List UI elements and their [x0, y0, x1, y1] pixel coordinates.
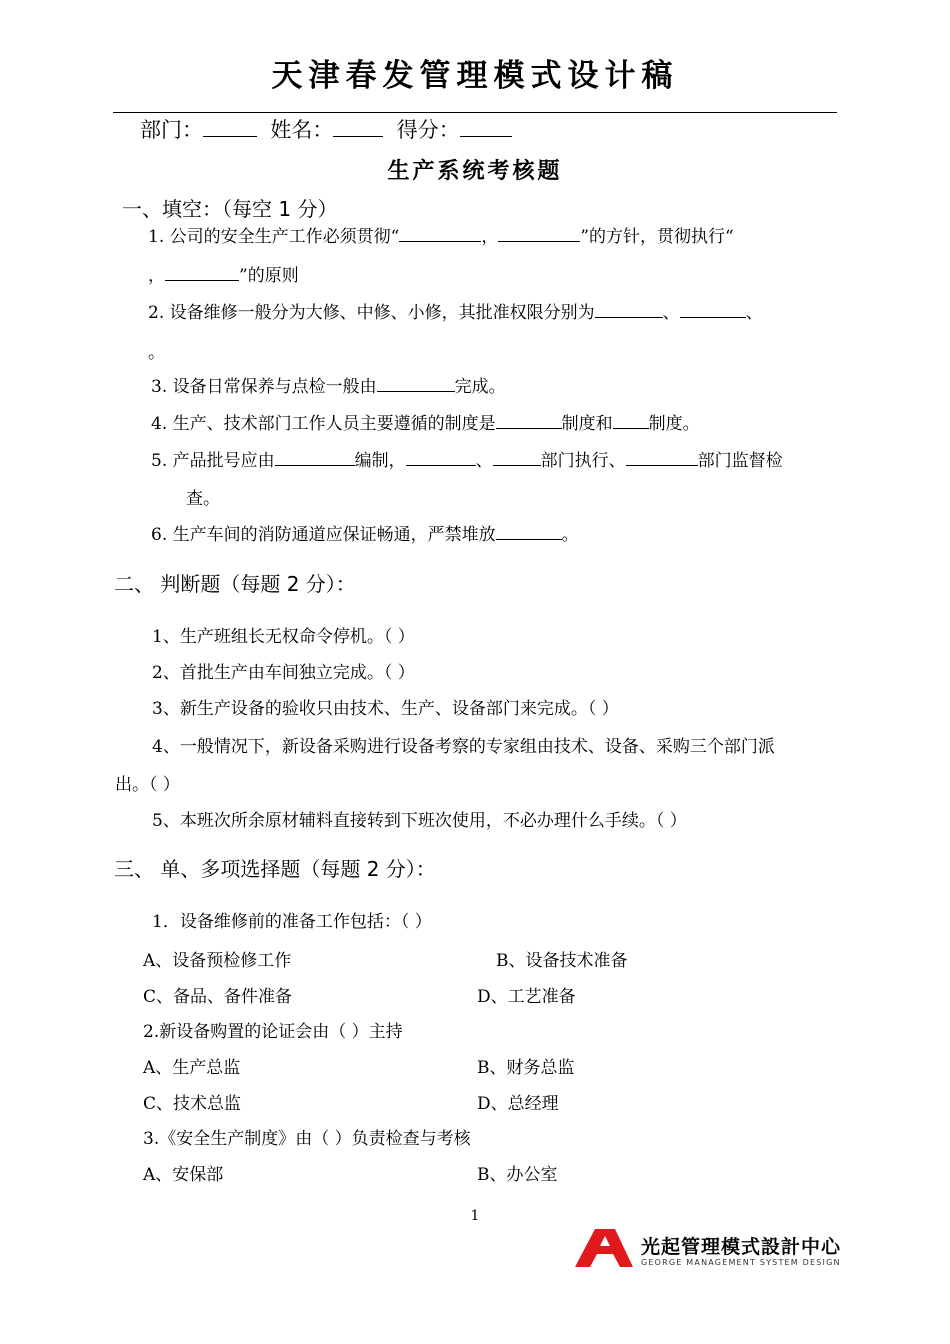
choice-q1-option-d: D、工艺准备: [477, 987, 576, 1007]
blank[interactable]: [275, 450, 355, 466]
blank[interactable]: [626, 450, 698, 466]
blank[interactable]: [498, 226, 580, 242]
choice-q2-option-d: D、总经理: [477, 1094, 559, 1114]
judge-item-4: 4、一般情况下，新设备采购进行设备考察的专家组由技术、设备、采购三个部门派: [152, 737, 775, 757]
dept-blank[interactable]: [203, 116, 257, 137]
blank[interactable]: [406, 450, 476, 466]
header-fields: [140, 114, 512, 144]
choice-q2-option-a: A、生产总监: [143, 1058, 241, 1078]
fill-q1-line1: 1. 公司的安全生产工作必须贯彻“ ， ”的方针，贯彻执行“: [148, 227, 734, 247]
section1-heading: 一、填空：（每空 1 分）: [122, 197, 338, 221]
blank[interactable]: [496, 413, 562, 429]
fill-q5-line1: 5. 产品批号应由 编制， 、 部门执行、 部门监督检: [151, 451, 783, 471]
fill-q4: 4. 生产、技术部门工作人员主要遵循的制度是 制度和 制度。: [151, 414, 700, 434]
name-blank[interactable]: [333, 116, 383, 137]
page-number: 1: [470, 1208, 480, 1224]
blank[interactable]: [493, 450, 541, 466]
judge-item-5: 5、本班次所余原材辅料直接转到下班次使用，不必办理什么手续。（ ）: [152, 811, 687, 831]
choice-q3-option-b: B、办公室: [477, 1165, 558, 1185]
blank[interactable]: [595, 302, 663, 318]
blank[interactable]: [399, 226, 481, 242]
choice-q1-option-c: C、备品、备件准备: [143, 987, 293, 1007]
title-divider: [113, 112, 837, 113]
choice-q3-option-a: A、安保部: [143, 1165, 224, 1185]
section3-heading: 三、 单、多项选择题（每题 2 分）：: [114, 857, 436, 881]
fill-q6: 6. 生产车间的消防通道应保证畅通，严禁堆放 。: [151, 525, 579, 545]
blank[interactable]: [613, 413, 649, 429]
name-label: 姓名：: [270, 118, 334, 142]
blank[interactable]: [165, 265, 239, 281]
choice-q3: 3.《安全生产制度》由（ ）负责检查与考核: [143, 1129, 471, 1149]
document-title: 天津春发管理模式设计稿: [271, 58, 679, 94]
blank[interactable]: [680, 302, 746, 318]
judge-item-3: 3、新生产设备的验收只由技术、生产、设备部门来完成。（ ）: [152, 699, 619, 719]
score-blank[interactable]: [460, 116, 512, 137]
blank[interactable]: [496, 524, 562, 540]
judge-item-2: 2、首批生产由车间独立完成。（ ）: [152, 663, 415, 683]
choice-q2-option-c: C、技术总监: [143, 1094, 242, 1114]
choice-q2: 2.新设备购置的论证会由（ ）主持: [143, 1022, 403, 1042]
fill-q2-line1: 2. 设备维修一般分为大修、中修、小修，其批准权限分别为 、 、: [148, 303, 763, 323]
logo-tagline: GEORGE MANAGEMENT SYSTEM DESIGN: [641, 1258, 841, 1267]
fill-q5-line2: 查。: [186, 489, 220, 509]
judge-item-1: 1、生产班组长无权命令停机。（ ）: [152, 627, 415, 647]
blank[interactable]: [377, 376, 455, 392]
choice-q2-option-b: B、财务总监: [477, 1058, 575, 1078]
judge-item-4-cont: 出。（ ）: [115, 775, 180, 795]
logo-name: 光起管理模式設計中心: [641, 1236, 842, 1258]
fill-q1-line2: ， ”的原则: [148, 266, 299, 286]
exam-subtitle: 生产系统考核题: [387, 158, 563, 184]
fill-q3: 3. 设备日常保养与点检一般由 完成。: [151, 377, 506, 397]
choice-q1-option-a: A、设备预检修工作: [143, 951, 292, 971]
dept-label: 部门：: [140, 118, 203, 142]
section2-heading: 二、 判断题（每题 2 分）：: [114, 572, 356, 596]
choice-q1: 1．设备维修前的准备工作包括：（ ）: [152, 912, 432, 932]
fill-q2-line2: 。: [148, 343, 165, 363]
score-label: 得分：: [396, 118, 460, 142]
choice-q1-option-b: B、设备技术准备: [496, 951, 628, 971]
brand-logo-icon: [575, 1227, 635, 1269]
